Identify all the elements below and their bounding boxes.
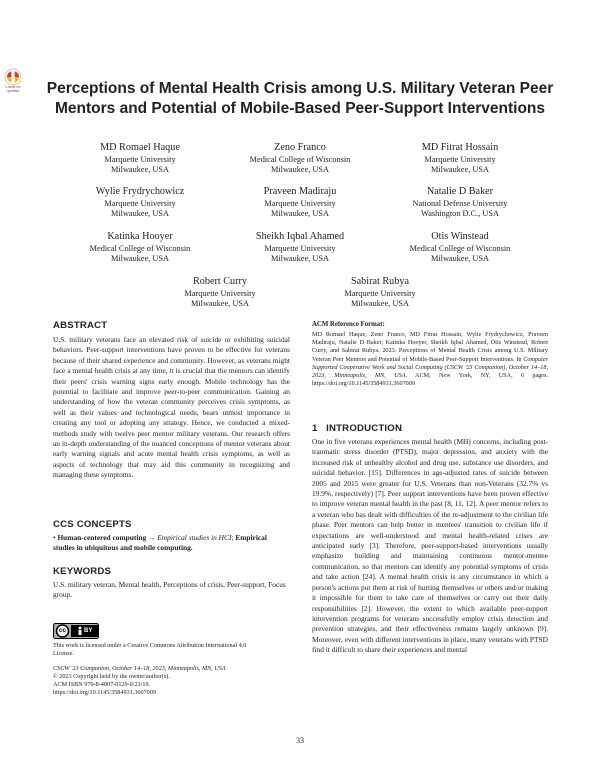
author-name: Praveen Madiraju (263, 186, 337, 197)
abstract-text: U.S. military veterans face an elevated risk of suicide or exhibiting suicidal behaviors. Peer-support interventions have proven to be effective for veterans because of their shared experience and community. However, as veterans might face a mental health crisis at any time, it is crucial that the mentors can identify their peers' crisis warning signs early enough. Mobile technology has the potential to facilitate and improve peer-to-peer communication. Gaining an understanding of how the veteran community perceives crisis symptoms, as well as their values and technological needs, bears utmost importance in creating any tool or adopting any strategy. Hence, we conducted a mixed-methods study with twelve peer mentor military veterans. Our research offers an in-depth understanding of the nuanced conceptions of mentor veterans about early warning signals and acute mental health crisis symptoms, as well as aspects of technology that may aid this community in recognizing and managing these symptoms. (53, 335, 290, 480)
author-location: Milwaukee, USA (110, 254, 170, 264)
acm-reference-body: MD Romael Haque, Zeno Franco, MD Fitrat Hossain, Wylie Frydrychowicz, Praveen Madiraju, Natalie D Baker, Katinka Hooyer, Sheikh Iqbal Ahamed, Otis Winstead, Robert Curry, and Sabirat Rubya. 2023. Perceptions of Mental Health Crisis among U.S. Military Veteran Peer Mentors and Potential of Mobile-Based Peer-Support Interventions. In (312, 331, 548, 363)
author-affiliation: Medical College of Wisconsin (89, 243, 191, 253)
acm-reference-text (312, 331, 548, 388)
acm-reference-heading: ACM Reference Format: (312, 321, 385, 328)
ccs-subconcept-2: Empirical studies in ubiquitous and mobile computing. (53, 533, 267, 553)
author-3 (375, 142, 545, 176)
ccs-heading: CCS CONCEPTS (53, 519, 132, 530)
ccs-concept: Human-centered computing (57, 533, 147, 542)
ccs-text: • Human-centered computing → Empirical studies in HCI; Empirical studies in ubiquitous and mobile computing. (53, 533, 267, 553)
author-location: Milwaukee, USA (110, 165, 170, 175)
paper-title: Perceptions of Mental Health Crisis among U.S. Military Veteran Peer Mentors and Potential of Mobile-Based Peer-Support Interventions (46, 80, 554, 117)
author-name: Sabirat Rubya (350, 276, 409, 287)
author-location: Milwaukee, USA (190, 299, 250, 309)
author-affiliation: National Defense University (412, 198, 508, 208)
author-10 (135, 276, 305, 310)
conference-info: CSCW '23 Companion, October 14–18, 2023, Minneapolis, MN, USA (53, 665, 226, 672)
doi-link[interactable]: https://doi.org/10.1145/3584931.3607009 (53, 689, 156, 696)
author-name: Wylie Frydrychowicz (95, 186, 185, 197)
author-location: Milwaukee, USA (270, 209, 330, 219)
badge-label: Check for updates (5, 85, 21, 93)
check-for-updates-badge[interactable] (3, 68, 23, 98)
author-affiliation: Marquette University (344, 288, 416, 298)
author-name: Katinka Hooyer (107, 231, 173, 242)
author-affiliation: Marquette University (264, 243, 336, 253)
introduction-heading: 1 INTRODUCTION (312, 423, 403, 434)
author-6 (375, 186, 545, 220)
ccs-subconcept: Empirical studies in HCI (157, 533, 232, 542)
author-affiliation: Marquette University (104, 154, 176, 164)
license-text: This work is licensed under a Creative Commons Attribution International 4.0 License. (53, 642, 247, 658)
by-logo-text: BY (84, 628, 93, 634)
author-5 (215, 186, 385, 220)
author-affiliation: Medical College of Wisconsin (409, 243, 511, 253)
author-9 (375, 231, 545, 265)
author-name: Sheikh Iqbal Ahamed (255, 231, 345, 242)
author-location: Milwaukee, USA (430, 254, 490, 264)
author-location: Milwaukee, USA (350, 299, 410, 309)
keywords-heading: KEYWORDS (53, 566, 112, 577)
copyright-line: © 2023 Copyright held by the owner/author(s). (53, 673, 170, 680)
abstract-heading: ABSTRACT (53, 320, 108, 331)
author-1 (55, 142, 225, 176)
author-name: MD Fitrat Hossain (421, 142, 499, 153)
author-name: Zeno Franco (274, 142, 326, 153)
cc-logo-text: cc (58, 627, 67, 634)
author-location: Milwaukee, USA (270, 165, 330, 175)
author-location: Milwaukee, USA (110, 209, 170, 219)
ccs-arrow: → (146, 533, 158, 542)
keywords-text: U.S. military veteran, Mental health, Perceptions of crisis, Peer-support, Focus group. (53, 580, 286, 600)
author-name: Otis Winstead (431, 231, 489, 242)
author-affiliation: Marquette University (264, 198, 336, 208)
cc-by-logo (53, 623, 99, 639)
author-name: Robert Curry (192, 276, 248, 287)
author-8 (215, 231, 385, 265)
author-7 (55, 231, 225, 265)
author-name: Natalie D Baker (426, 186, 494, 197)
page-number: 33 (296, 736, 304, 745)
author-affiliation: Marquette University (424, 154, 496, 164)
introduction-text: One in five veterans experiences mental health (MH) concerns, including post-traumatic stress disorder (PTSD), major depression, and anxiety with the increased risk of unhealthy alcohol and drug use, substance use disorders, and suicidal behavior. [15]. Differences in age-adjusted rates of suicide between 2005 and 2015 were greater for U.S. Veterans than non-Veterans (32.7% vs 19.9%, respectively) [7]. Peer support interventions have been proven effective to improve veteran mental health in the past [8, 11, 12]. A peer mentor refers to a veteran who has dealt with difficulties of the re-adjustment to the civilian life phase. Peer mentors can help better in mentees' transition to civilian life if expectations are well-understood and mental health-related crises are anticipated early [3]. Therefore, peer-support-based interventions usually emphasize building and maintaining continuous mentor-mentee communication, so that mentors can identify any potential symptoms of crisis and take action [24]. A mental health crisis is any circumstance in which a person's actions put them at risk of hurting themselves or others and/or making it impossible for them to take care of themselves or carry out their daily responsibilities [2]. However, the extent to which available peer-support intervention programs for veterans successfully employ crisis detection and prevention strategies, and their effectiveness remains largely unknown [9]. Moreover, even with different interventions in place, many veterans with PTSD find it difficult to share their experiences and mental (312, 437, 548, 655)
author-affiliation: Medical College of Wisconsin (249, 154, 351, 164)
author-location: Milwaukee, USA (270, 254, 330, 264)
check-for-updates-icon (3, 68, 23, 98)
author-4 (55, 186, 225, 220)
author-location: Washington D.C., USA (421, 209, 499, 219)
author-affiliation: Marquette University (184, 288, 256, 298)
acm-reference-venue: Computer Supported Cooperative Work and Social Computing (CSCW '23 Companion), October 14–18, 2023, Minneapolis, MN, USA. (312, 355, 548, 380)
author-name: MD Romael Haque (100, 142, 180, 153)
acm-reference-tail: ACM, New York, NY, USA, 6 pages. https://doi.org/10.1145/3584931.3607009 (312, 372, 548, 388)
author-location: Milwaukee, USA (430, 165, 490, 175)
author-2 (215, 142, 385, 176)
isbn-line: ACM ISBN 979-8-4007-0129-0/23/10. (53, 681, 151, 688)
author-affiliation: Marquette University (104, 198, 176, 208)
author-11 (295, 276, 465, 310)
